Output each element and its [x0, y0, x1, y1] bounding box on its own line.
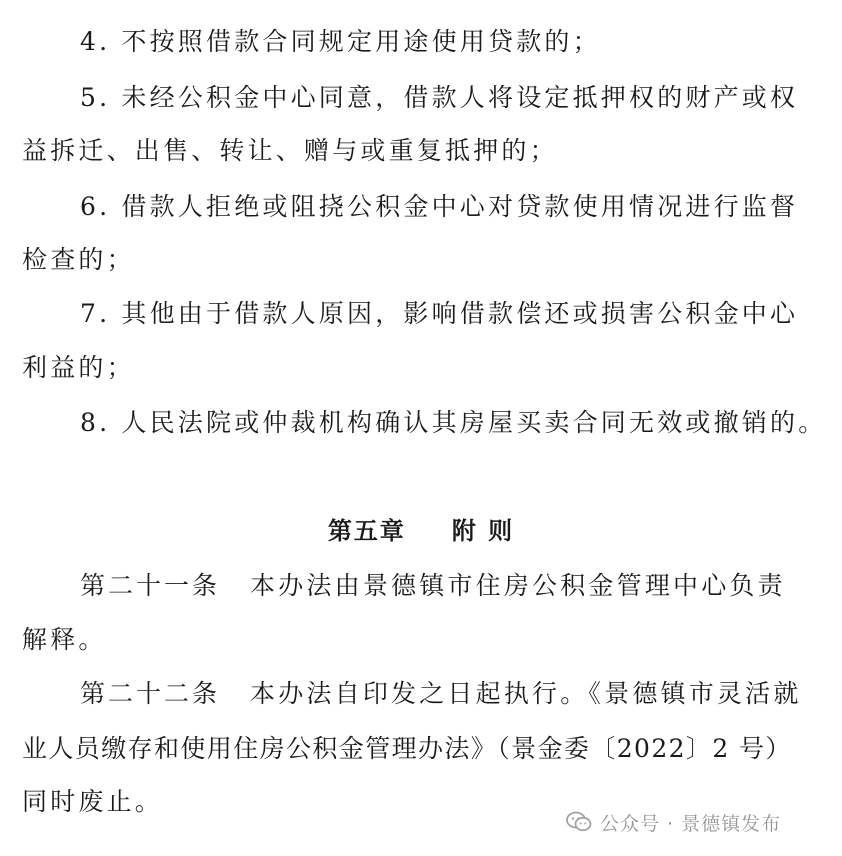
list-item-7-line-1: 7. 其他由于借款人原因，影响借款偿还或损害公积金中心 — [80, 299, 799, 328]
article-22-line-3: 同时废止。 — [22, 787, 164, 816]
chapter-heading — [0, 515, 842, 547]
list-item-4: 4. 不按照借款合同规定用途使用贷款的； — [80, 27, 601, 56]
watermark-text: 公众号 · 景德镇发布 — [600, 812, 782, 835]
list-item-7-line-2: 利益的； — [22, 353, 135, 382]
list-item-5-line-2: 益拆迁、出售、转让、赠与或重复抵押的； — [22, 136, 558, 165]
watermark — [566, 808, 781, 836]
article-21-label: 第二十一条 — [80, 571, 221, 600]
article-21-text: 本办法由景德镇市住房公积金管理中心负责 — [250, 571, 786, 600]
list-item-6-line-1: 6. 借款人拒绝或阻挠公积金中心对贷款使用情况进行监督 — [80, 192, 799, 221]
list-item-6-line-2: 检查的； — [22, 245, 135, 274]
list-item-5-line-1: 5. 未经公积金中心同意，借款人将设定抵押权的财产或权 — [80, 83, 799, 112]
article-22-line-2: 业人员缴存和使用住房公积金管理办法》（景金委〔2022〕2 号） — [22, 734, 792, 763]
article-21-line-1 — [80, 570, 822, 602]
list-item-8: 8. 人民法院或仲裁机构确认其房屋买卖合同无效或撤销的。 — [80, 408, 827, 437]
article-22-text: 本办法自印发之日起执行。《景德镇市灵活就 — [250, 679, 802, 708]
article-22-line-1 — [80, 678, 822, 710]
wechat-official-account-icon — [566, 811, 592, 833]
chapter-title: 附 则 — [451, 517, 515, 545]
article-21-line-2: 解释。 — [22, 625, 107, 654]
article-22-label: 第二十二条 — [80, 679, 221, 708]
chapter-number: 第五章 — [327, 517, 406, 545]
